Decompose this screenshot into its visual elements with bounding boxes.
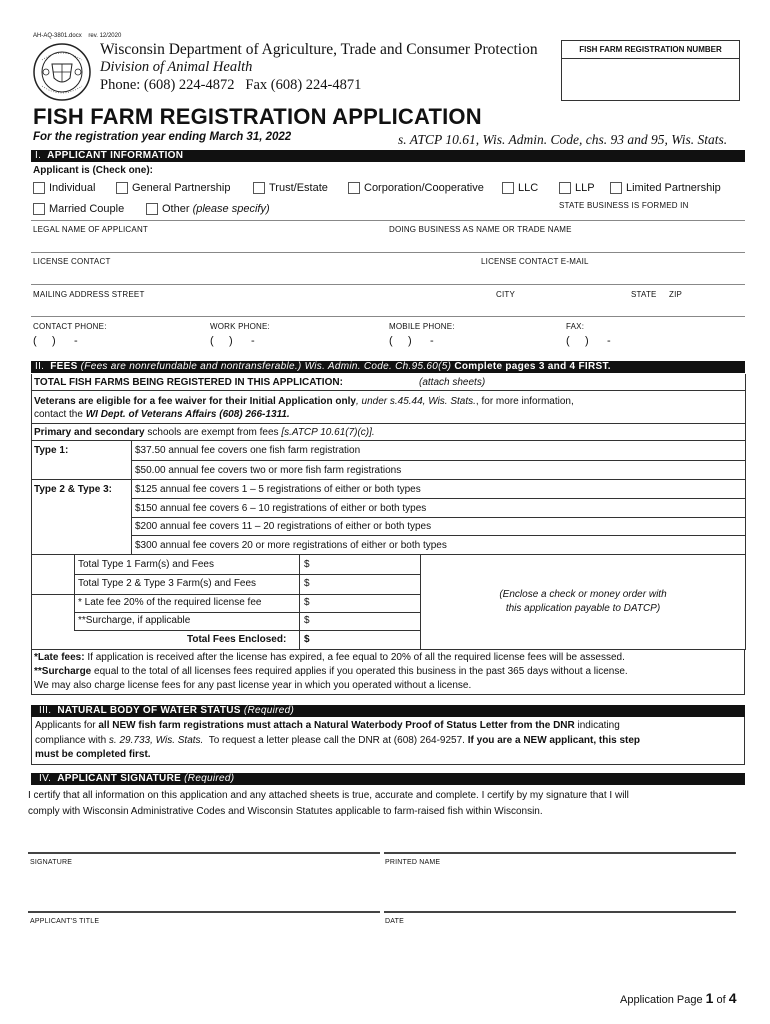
option-married-couple[interactable]: Married Couple	[33, 203, 124, 215]
sec3-line3: must be completed first.	[35, 749, 151, 760]
license-email-label: LICENSE CONTACT E-MAIL	[481, 257, 589, 266]
total-type23-dollar[interactable]: $	[304, 578, 310, 589]
primary-secondary-row	[31, 424, 745, 441]
total-type23-label: Total Type 2 & Type 3 Farm(s) and Fees	[78, 578, 257, 589]
veterans-contact: contact the	[34, 409, 86, 420]
veterans-row	[31, 391, 745, 424]
printed-name-line[interactable]	[384, 852, 736, 854]
license-email-field[interactable]	[481, 268, 739, 284]
legal-name-field[interactable]	[33, 236, 373, 252]
veterans-phone: WI Dept. of Veterans Affairs (608) 266-1311.	[85, 409, 290, 420]
state-label: STATE	[631, 290, 657, 299]
type1-fee-2: $50.00 annual fee covers two or more fish farm registrations	[135, 465, 402, 476]
date-line[interactable]	[384, 911, 736, 913]
sec3-line2-start: compliance with	[35, 735, 109, 746]
veterans-bold: Veterans are eligible for a fee waiver for their Initial Application only	[34, 396, 356, 407]
option-general-partnership[interactable]: General Partnership	[116, 182, 230, 194]
option-other[interactable]: Other (please specify)	[146, 203, 270, 215]
form-title: FISH FARM REGISTRATION APPLICATION	[33, 104, 482, 129]
total-enclosed-label: Total Fees Enclosed:	[187, 634, 287, 645]
agency-dept: Wisconsin Department of Agriculture, Trade and Consumer Protection	[100, 41, 538, 58]
legal-name-label: LEGAL NAME OF APPLICANT	[33, 225, 149, 234]
checkbox[interactable]	[502, 182, 514, 194]
option-llc[interactable]: LLC	[502, 182, 538, 194]
certification-line-1: I certify that all information on this application and any attached sheets is true, accurate and complete. I certify by my signature that I will	[28, 790, 629, 801]
sec3-line1-bold: all NEW fish farm registrations must attach a Natural Waterbody Proof of Status Letter from the DNR	[98, 720, 575, 731]
late-fees-bold: *Late fees:	[34, 652, 85, 663]
type23-fee-2: $150 annual fee covers 6 – 10 registrations of either or both types	[135, 503, 427, 514]
sec3-line2-statute: s. 29.733, Wis. Stats.	[108, 735, 204, 746]
total-farms-row	[31, 374, 745, 391]
surcharge-dollar[interactable]: $	[304, 615, 310, 626]
enclose-note: (Enclose a check or money order with this application payable to DATCP)	[499, 589, 667, 614]
type23-fee-1: $125 annual fee covers 1 – 5 registrations of either or both types	[135, 484, 421, 495]
checkbox[interactable]	[33, 182, 45, 194]
total-type1-dollar[interactable]: $	[304, 559, 310, 570]
fees-notes-box	[31, 649, 745, 695]
dba-label: DOING BUSINESS AS NAME OR TRADE NAME	[389, 225, 572, 234]
primary-citation: [s.ATCP 10.61(7)(c)].	[281, 427, 375, 438]
total-type1-label: Total Type 1 Farm(s) and Fees	[78, 559, 214, 570]
mailing-address-label: MAILING ADDRESS STREET	[33, 290, 145, 299]
checkbox[interactable]	[348, 182, 360, 194]
late-fees-text: If application is received after the license has expired, a fee equal to 20% of all the required license fees will be assessed.	[84, 652, 625, 663]
city-label: CITY	[496, 290, 516, 299]
license-contact-label: LICENSE CONTACT	[33, 257, 111, 266]
type23-fee-3: $200 annual fee covers 11 – 20 registrations of either or both types	[135, 521, 432, 532]
statute-reference: s. ATCP 10.61, Wis. Admin. Code, chs. 93 and 95, Wis. Stats.	[398, 132, 728, 147]
checkbox[interactable]	[559, 182, 571, 194]
doc-rev: rev. 12/2020	[88, 33, 122, 39]
fax-label: FAX:	[566, 322, 585, 331]
registration-number-box[interactable]	[561, 40, 740, 101]
sec3-line2-mid: To request a letter please call the DNR at (608) 264-9257.	[203, 735, 468, 746]
sec3-line1-start: Applicants for	[35, 720, 99, 731]
date-label: DATE	[385, 918, 404, 925]
type23-label: Type 2 & Type 3:	[34, 484, 112, 495]
checkbox[interactable]	[146, 203, 158, 215]
surcharge-bold: **Surcharge	[34, 666, 92, 677]
primary-bold: Primary and secondary	[34, 427, 145, 438]
contact-phone-field[interactable]: ( ) -	[33, 335, 78, 347]
checkbox[interactable]	[33, 203, 45, 215]
signature-label: SIGNATURE	[30, 859, 73, 866]
agency-division: Division of Animal Health	[100, 59, 253, 75]
state-business-formed-label: STATE BUSINESS IS FORMED IN	[559, 201, 689, 210]
surcharge-text: equal to the total of all licenses fees required applies if you operated this business in the past 365 days without a license.	[91, 666, 628, 677]
page-number: 1	[705, 990, 714, 1006]
veterans-italic: , under s.45.44, Wis. Stats.	[355, 396, 476, 407]
title-line[interactable]	[28, 911, 380, 913]
option-individual[interactable]: Individual	[33, 182, 95, 194]
agency-phone-fax: Phone: (608) 224-4872 Fax (608) 224-4871	[100, 77, 362, 93]
contact-phone-label: CONTACT PHONE:	[33, 322, 107, 331]
option-limited-partnership[interactable]: Limited Partnership	[610, 182, 721, 194]
mobile-phone-label: MOBILE PHONE:	[389, 322, 455, 331]
type1-label: Type 1:	[34, 445, 69, 456]
option-corporation-cooperative[interactable]: Corporation/Cooperative	[348, 182, 484, 194]
checkbox[interactable]	[610, 182, 622, 194]
state-seal	[32, 42, 92, 102]
page-footer: Application Page 1 of 4	[620, 990, 737, 1006]
work-phone-field[interactable]: ( ) -	[210, 335, 255, 347]
past-license-text: We may also charge license fees for any past license year in which you operated without a license.	[34, 680, 472, 691]
section-3-box	[31, 717, 745, 765]
page-total: 4	[728, 990, 737, 1006]
mailing-address-field[interactable]	[33, 300, 483, 316]
option-llp[interactable]: LLP	[559, 182, 595, 194]
section-4-header: IV. APPLICANT SIGNATURE (Required)	[31, 773, 745, 785]
sec3-line1-end: indicating	[574, 720, 620, 731]
section-1-header: I. APPLICANT INFORMATION	[31, 150, 745, 162]
mobile-phone-field[interactable]: ( ) -	[389, 335, 434, 347]
printed-name-label: PRINTED NAME	[385, 859, 441, 866]
checkbox[interactable]	[116, 182, 128, 194]
section-3-header: III. NATURAL BODY OF WATER STATUS (Required)	[31, 705, 745, 717]
doc-id: AH-AQ-3801.docx rev. 12/2020	[33, 33, 122, 39]
signature-line[interactable]	[28, 852, 380, 854]
type1-fee-1: $37.50 annual fee covers one fish farm registration	[135, 445, 361, 456]
form-subtitle: For the registration year ending March 31, 2022	[33, 131, 292, 143]
late-fee-label: * Late fee 20% of the required license fee	[78, 597, 262, 608]
applicant-title-label: APPLICANT'S TITLE	[30, 918, 100, 925]
certification-line-2: comply with Wisconsin Administrative Codes and Wisconsin Statutes applicable to farm-raised fish within Wisconsin.	[28, 806, 543, 817]
dba-field[interactable]	[389, 236, 739, 252]
option-trust-estate[interactable]: Trust/Estate	[253, 182, 328, 194]
license-contact-field[interactable]	[33, 268, 463, 284]
late-fee-dollar[interactable]: $	[304, 597, 310, 608]
primary-rest: schools are exempt from fees	[144, 427, 282, 438]
fax-field[interactable]: ( ) -	[566, 335, 611, 347]
sec3-line2-bold: If you are a NEW applicant, this step	[467, 735, 641, 746]
checkbox[interactable]	[253, 182, 265, 194]
applicant-is-label: Applicant is (Check one):	[33, 165, 154, 176]
city-field[interactable]	[496, 300, 621, 316]
zip-label: ZIP	[669, 290, 683, 299]
section-2-header: II. FEES (Fees are nonrefundable and nontransferable.) Wis. Admin. Code. Ch.95.60(5) Complete pages 3 and 4 FIRST.	[31, 361, 745, 373]
type23-fee-4: $300 annual fee covers 20 or more registrations of either or both types	[135, 540, 447, 551]
work-phone-label: WORK PHONE:	[210, 322, 270, 331]
total-farms-label: TOTAL FISH FARMS BEING REGISTERED IN THIS APPLICATION:	[34, 377, 343, 388]
zip-field[interactable]	[669, 300, 739, 316]
total-enclosed-dollar[interactable]: $	[304, 634, 310, 645]
state-field[interactable]	[631, 300, 661, 316]
surcharge-label: **Surcharge, if applicable	[78, 615, 191, 626]
veterans-rest: , for more information,	[475, 396, 574, 407]
registration-number-label: FISH FARM REGISTRATION NUMBER	[562, 41, 739, 59]
attach-sheets-note: (attach sheets)	[419, 377, 486, 388]
